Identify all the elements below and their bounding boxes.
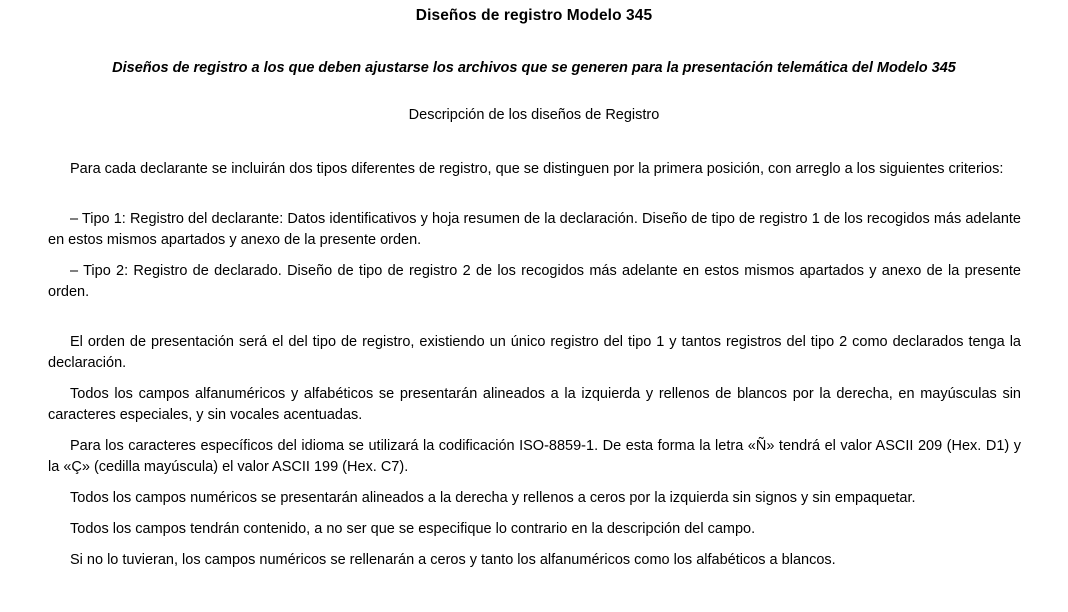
paragraph-intro-criterios: Para cada declarante se incluirán dos tipos diferentes de registro, que se distinguen por la primera posición, con arreglo a los siguientes criterios:	[70, 161, 1004, 177]
paragraph-campos-vacios: Si no lo tuvieran, los campos numéricos se rellenarán a ceros y tanto los alfanuméricos como los alfabéticos a blancos.	[70, 552, 836, 568]
paragraph-campos-contenido: Todos los campos tendrán contenido, a no ser que se especifique lo contrario en la descripción del campo.	[70, 521, 756, 537]
document-body	[48, 159, 1021, 571]
paragraph-tipo-2: – Tipo 2: Registro de declarado. Diseño de tipo de registro 2 de los recogidos más adelante en estos mismos apartados y anexo de la presente orden.	[48, 263, 1021, 300]
paragraph-orden-presentacion: El orden de presentación será el del tipo de registro, existiendo un único registro del tipo 1 y tantos registros del tipo 2 como declarados tenga la declaración.	[48, 334, 1021, 371]
paragraph-campos-numericos: Todos los campos numéricos se presentarán alineados a la derecha y rellenos a ceros por la izquierda sin signos y sin empaquetar.	[70, 490, 916, 506]
paragraph-codificacion-iso: Para los caracteres específicos del idioma se utilizará la codificación ISO-8859-1. De esta forma la letra «Ñ» tendrá el valor ASCII 209 (Hex. D1) y la «Ç» (cedilla mayúscula) el valor ASCII 199 (Hex. C7).	[48, 438, 1021, 475]
document-subtitle: Diseños de registro a los que deben ajustarse los archivos que se generen para la presentación telemática del Modelo 345	[112, 60, 956, 76]
paragraph-campos-alfanumericos: Todos los campos alfanuméricos y alfabéticos se presentarán alineados a la izquierda y rellenos de blancos por la derecha, en mayúsculas sin caracteres especiales, y sin vocales acentuadas.	[48, 386, 1021, 423]
section-title: Descripción de los diseños de Registro	[408, 107, 660, 123]
paragraph-tipo-1: – Tipo 1: Registro del declarante: Datos identificativos y hoja resumen de la declaración. Diseño de tipo de registro 1 de los recogidos más adelante en estos mismos apartados y anexo de la presente orden.	[48, 211, 1021, 248]
page-title: Diseños de registro Modelo 345	[415, 7, 653, 24]
